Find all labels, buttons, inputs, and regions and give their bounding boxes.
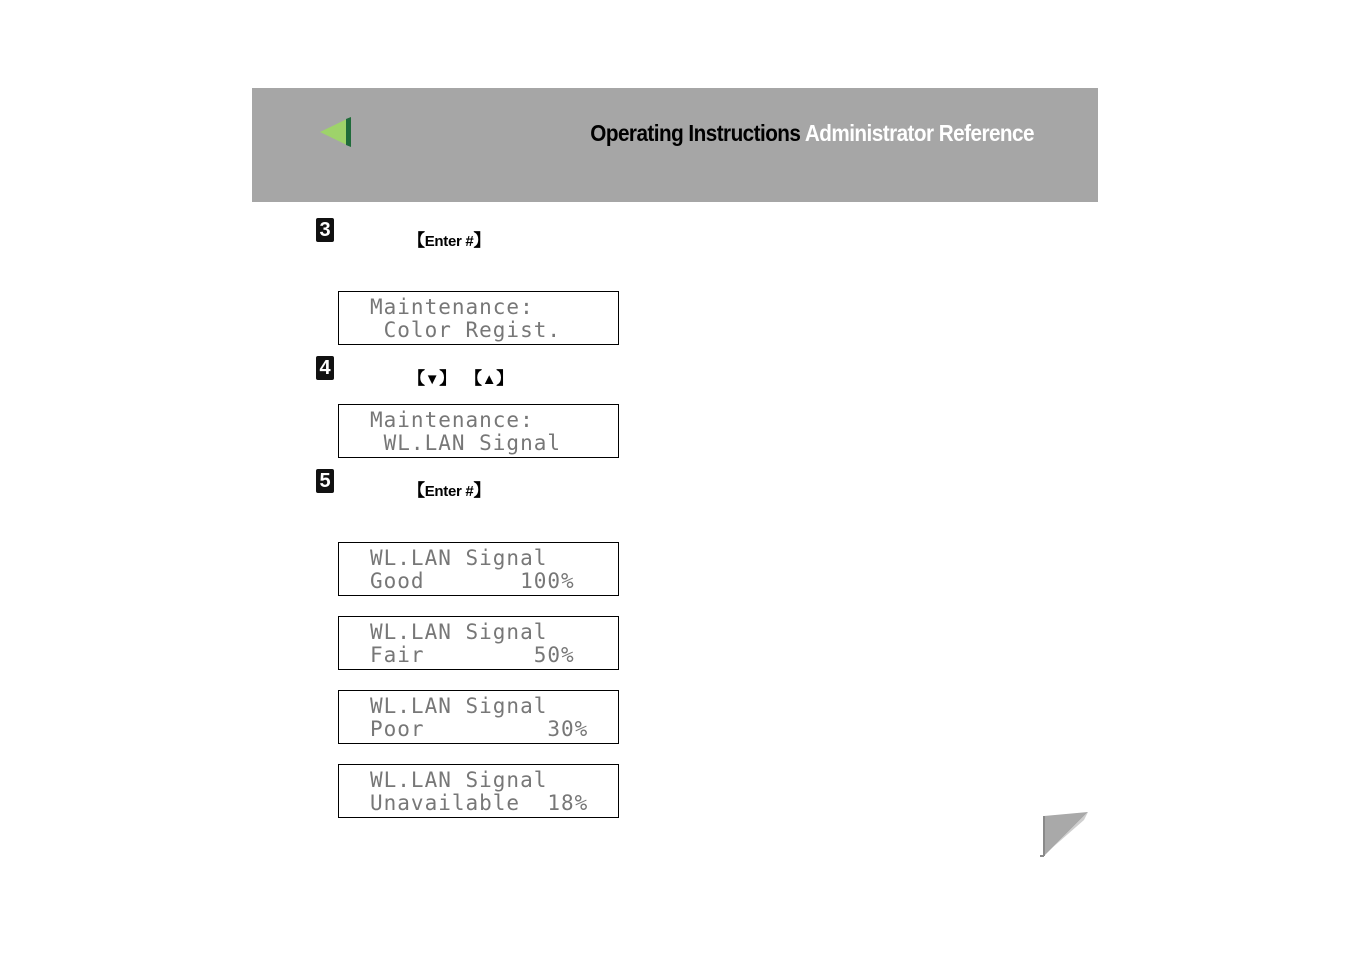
lcd-line-1: Maintenance: <box>370 295 534 319</box>
page-title <box>590 120 1034 147</box>
enter-key-label: 【Enter #】 <box>408 481 491 500</box>
lcd-display <box>338 616 619 670</box>
lcd-display <box>338 291 619 345</box>
lcd-line-2: WL.LAN Signal <box>370 431 562 455</box>
down-key-label: 【▼】 <box>408 369 456 388</box>
lcd-line-1: WL.LAN Signal <box>370 620 548 644</box>
down-arrow-icon: ▼ <box>424 371 440 388</box>
enter-key-text: Enter # <box>424 483 474 500</box>
back-arrow-icon[interactable] <box>318 114 354 150</box>
lcd-line-1: WL.LAN Signal <box>370 768 548 792</box>
lcd-line-1: WL.LAN Signal <box>370 546 548 570</box>
lcd-line-1: Maintenance: <box>370 408 534 432</box>
page-curl-icon[interactable] <box>1038 810 1090 858</box>
lcd-line-2: Color Regist. <box>370 318 562 342</box>
title-primary: Operating Instructions <box>590 120 801 146</box>
enter-key-label: 【Enter #】 <box>408 231 491 250</box>
lcd-line-1: WL.LAN Signal <box>370 694 548 718</box>
up-arrow-icon: ▲ <box>481 371 497 388</box>
header-bar <box>252 88 1098 202</box>
enter-key-text: Enter # <box>424 233 474 250</box>
lcd-display <box>338 542 619 596</box>
step-number-5: 5 <box>316 469 334 493</box>
lcd-display <box>338 690 619 744</box>
lcd-line-2: Poor 30% <box>370 717 589 741</box>
lcd-display <box>338 764 619 818</box>
lcd-line-2: Fair 50% <box>370 643 575 667</box>
lcd-display <box>338 404 619 458</box>
up-key-label: 【▲】 <box>465 369 513 388</box>
step-number-4: 4 <box>316 356 334 380</box>
title-secondary: Administrator Reference <box>804 120 1034 146</box>
step-number-3: 3 <box>316 218 334 242</box>
lcd-line-2: Good 100% <box>370 569 575 593</box>
lcd-line-2: Unavailable 18% <box>370 791 589 815</box>
